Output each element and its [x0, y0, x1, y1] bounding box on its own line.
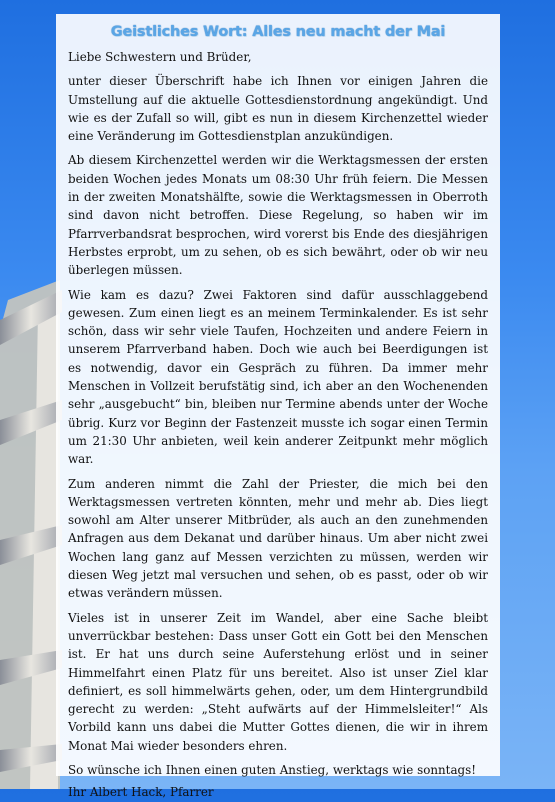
paragraph-4: Zum anderen nimmt die Zahl der Priester, die mich bei den Werktagsmessen vertreten könnten, mehr und mehr ab. Dies liegt sowohl am Alter unserer Mitbrüder, als auch an den zunehmenden Anfragen aus dem Dekanat und darüber hinaus. Um aber nicht zwei Wochen lang ganz auf Messen verzichten zu müssen, werden wir diesen Weg jetzt mal versuchen und sehen, ob es passt, oder ob wir etwas verändern müssen.: [68, 476, 488, 601]
signature: Ihr Albert Hack, Pfarrer: [68, 785, 214, 800]
article-panel: [56, 14, 500, 800]
paragraph-5: Vieles ist in unserer Zeit im Wandel, aber eine Sache bleibt unverrückbar bestehen: Dass unser Gott ein Gott bei den Menschen ist. Er hat uns durch seine Auferstehung erlöst und in seiner Himmelfahrt einen Platz für uns bereitet. Also ist unser Ziel klar definiert, es soll himmelwärts gehen, oder, um dem Hintergrundbild gerecht zu werden: „Steht aufwärts auf der Himmelsleiter!“ Als Vorbild kann uns dabei die Mutter Gottes dienen, die wir in ihrem Monat Mai wieder besonders ehren.: [68, 610, 488, 753]
paragraph-2: Ab diesem Kirchenzettel werden wir die Werktagsmessen der ersten beiden Wochen jedes Monats um 08:30 Uhr früh feiern. Die Messen in der zweiten Monatshälfte, sowie die Werktagsmessen in Oberroth sind davon nicht betroffen. Diese Regelung, so haben wir im Pfarrverbandsrat besprochen, wird vorerst bis Ende des diesjährigen Herbstes erprobt, um zu sehen, ob es sich bewährt, oder ob wir neu überlegen müssen.: [68, 153, 488, 278]
greeting: Liebe Schwestern und Brüder,: [68, 50, 252, 64]
article-title: Geistliches Wort: Alles neu macht der Mai: [110, 24, 446, 40]
paragraph-1: unter dieser Überschrift habe ich Ihnen vor einigen Jahren die Umstellung auf die aktuelle Gottesdienstordnung angekündigt. Und wie es der Zufall so will, gibt es nun in diesem Kirchenzettel wieder eine Veränderung im Gottesdienstplan anzukündigen.: [68, 74, 488, 144]
closing-line: So wünsche ich Ihnen einen guten Anstieg, werktags wie sonntags!: [68, 762, 477, 777]
paragraph-3: Wie kam es dazu? Zwei Faktoren sind dafür ausschlaggebend gewesen. Zum einen liegt es an meinem Terminkalender. Es ist sehr schön, dass wir sehr viele Taufen, Hochzeiten und andere Feiern in unserem Pfarrverband haben. Doch wie auch bei Beerdigungen ist es notwendig, davor ein Gespräch zu führen. Da immer mehr Menschen in Vollzeit berufstätig sind, ich aber an den Wochenenden sehr „ausgebucht“ bin, bleiben nur Termine abends unter der Woche übrig. Kurz vor Beginn der Fastenzeit musste ich sogar einen Termin um 21:30 Uhr anbieten, weil kein anderer Zeitpunkt mehr möglich war.: [68, 287, 488, 467]
